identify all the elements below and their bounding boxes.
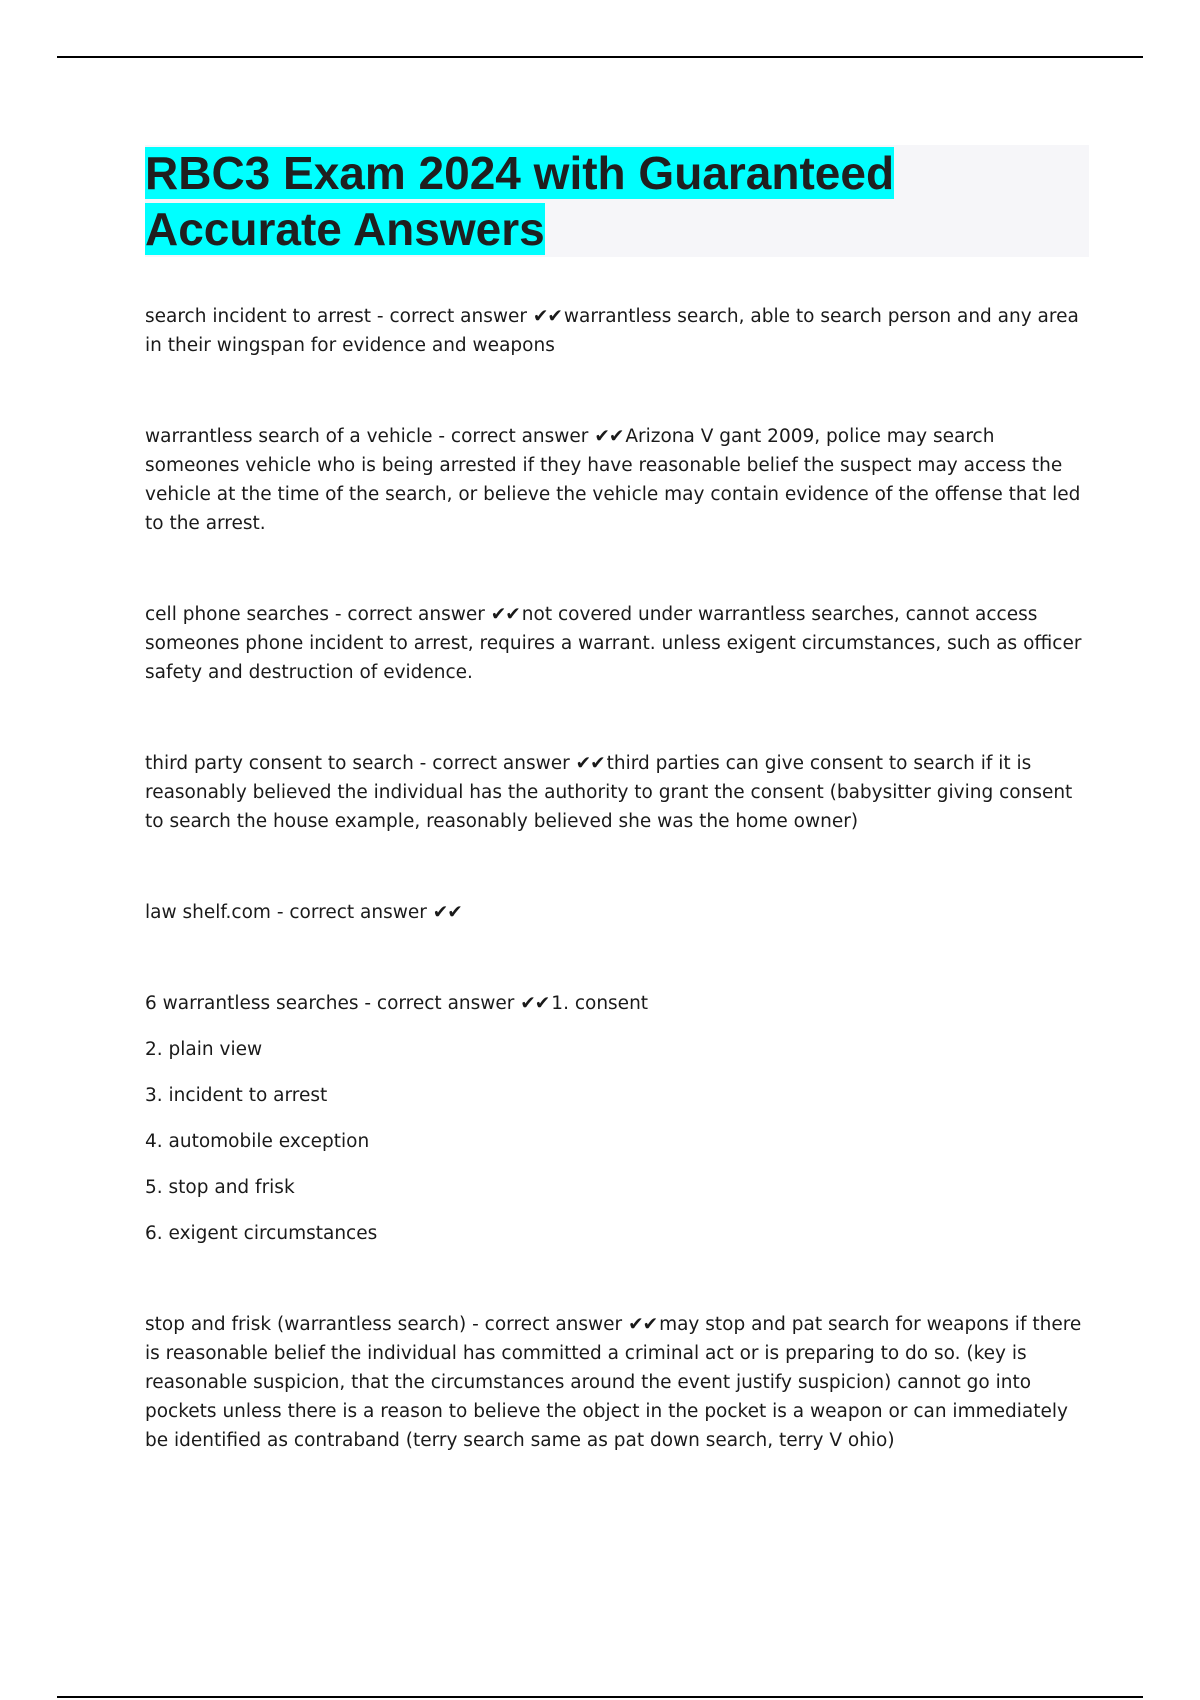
- checkmark-icon: ✔✔: [532, 306, 562, 327]
- list-item: 4. automobile exception: [145, 1131, 370, 1152]
- top-divider: [57, 56, 1143, 58]
- qa-item: [145, 898, 1090, 927]
- list-item: 6. exigent circumstances: [145, 1223, 378, 1244]
- qa-answer: not covered under warrantless searches, cannot access someones phone incident to arrest, requires a warrant. unless exigent circumstances, such as officer safety and destruction of evidence.: [145, 604, 1082, 683]
- qa-answer: Arizona V gant 2009, police may search someones vehicle who is being arrested if they have reasonable belief the suspect may access the vehicle at the time of the search, or believe the vehicle may contain evidence of the offense that led to the arrest.: [145, 426, 1081, 534]
- qa-item: [145, 302, 1090, 360]
- qa-answer: warrantless search, able to search person and any area in their wingspan for evidence and weapons: [145, 306, 1079, 356]
- qa-answer: may stop and pat search for weapons if there is reasonable belief the individual has committed a criminal act or is preparing to do so. (key is reasonable suspicion, that the circumstances around the event justify suspicion) cannot go into pockets unless there is a reason to believe the object in the pocket is a weapon or can immediately be identified as contraband (terry search same as pat down search, terry V ohio): [145, 1314, 1082, 1451]
- list-item: 5. stop and frisk: [145, 1177, 295, 1198]
- qa-question: warrantless search of a vehicle - correct answer: [145, 426, 589, 447]
- bottom-divider: [57, 1696, 1143, 1698]
- qa-content: [145, 302, 1090, 1517]
- qa-question: 6 warrantless searches - correct answer: [145, 993, 515, 1014]
- qa-item: [145, 989, 1090, 1018]
- qa-question: law shelf.com - correct answer: [145, 902, 427, 923]
- checkmark-icon: ✔✔: [432, 902, 462, 923]
- qa-item: [145, 600, 1090, 687]
- page-title: [145, 145, 905, 257]
- warrantless-search-list: [145, 1018, 1090, 1248]
- title-highlight: RBC3 Exam 2024 with Guaranteed Accurate Answers: [145, 147, 895, 255]
- qa-item: [145, 422, 1090, 538]
- checkmark-icon: ✔✔: [490, 604, 520, 625]
- qa-question: search incident to arrest - correct answer: [145, 306, 527, 327]
- qa-question: stop and frisk (warrantless search) - correct answer: [145, 1314, 623, 1335]
- qa-item: [145, 1310, 1090, 1455]
- qa-question: cell phone searches - correct answer: [145, 604, 485, 625]
- list-item: 3. incident to arrest: [145, 1085, 328, 1106]
- checkmark-icon: ✔✔: [628, 1314, 658, 1335]
- qa-question: third party consent to search - correct answer: [145, 753, 570, 774]
- checkmark-icon: ✔✔: [520, 993, 550, 1014]
- list-item: 2. plain view: [145, 1039, 263, 1060]
- checkmark-icon: ✔✔: [575, 753, 605, 774]
- qa-answer: third parties can give consent to search if it is reasonably believed the individual has the authority to grant the consent (babysitter giving consent to search the house example, reasonably believed she was the home owner): [145, 753, 1073, 832]
- qa-answer: 1. consent: [551, 993, 649, 1014]
- qa-item: [145, 749, 1090, 836]
- checkmark-icon: ✔✔: [594, 426, 624, 447]
